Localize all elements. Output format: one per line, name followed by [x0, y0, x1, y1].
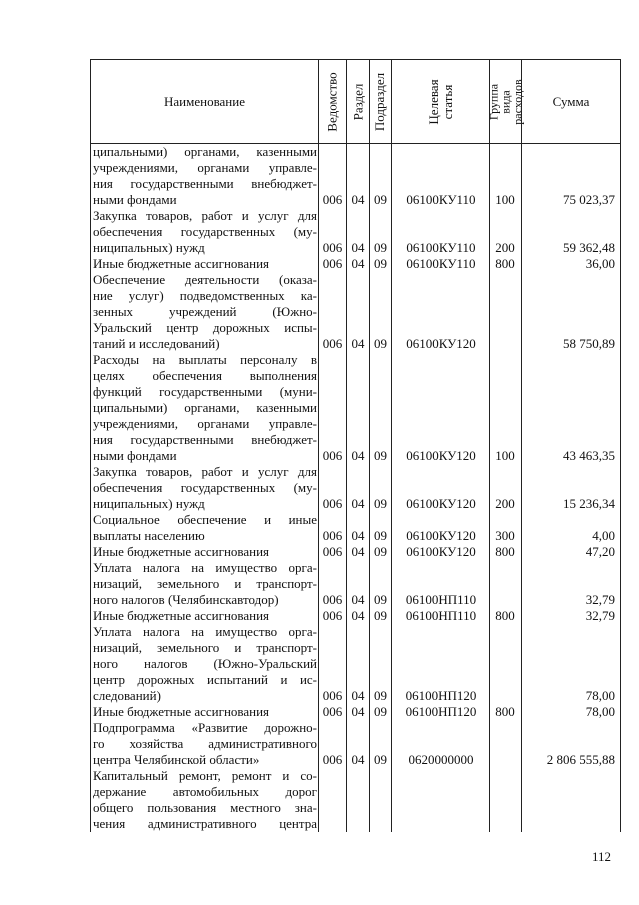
- row-name: [93, 512, 317, 544]
- celevaya-cell: 06100НП120: [405, 704, 477, 719]
- summa-cell: 32,79: [585, 608, 615, 623]
- razdel-cell: 04: [351, 592, 365, 607]
- vedomstvo-cell: 006: [322, 608, 343, 623]
- vedomstvo-cell: 006: [322, 448, 343, 463]
- row-name-line: Уплата налога на имущество орга-: [93, 560, 317, 575]
- celevaya-cell: 06100НП110: [405, 592, 477, 607]
- podrazdel-cell: 09: [374, 496, 387, 511]
- table-row: [91, 608, 620, 624]
- row-name-line: ципальными) органами, казенными: [93, 400, 317, 415]
- row-name-line: ципальными) органами, казенными: [93, 144, 317, 159]
- razdel-cell: 04: [351, 544, 365, 559]
- summa-cell: 15 236,34: [563, 496, 615, 511]
- razdel-cell: 04: [351, 704, 365, 719]
- row-name-line: центр дорожных испытаний и ис-: [93, 672, 317, 687]
- table-header: [91, 60, 620, 144]
- celevaya-cell: 06100КУ120: [406, 528, 476, 543]
- row-name-line: таний и исследований): [93, 336, 220, 351]
- summa-cell: 78,00: [585, 704, 615, 719]
- podrazdel-cell: 09: [374, 336, 387, 351]
- vedomstvo-cell: 006: [322, 592, 343, 607]
- row-name-line: общего пользования местного зна-: [93, 800, 317, 815]
- summa-cell: 47,20: [585, 544, 615, 559]
- row-name-line: следований): [93, 688, 161, 703]
- header-name-label: Наименование: [164, 93, 245, 109]
- row-name-line: Иные бюджетные ассигнования: [93, 608, 270, 623]
- row-name-line: ниципальных) нужд: [93, 496, 205, 511]
- razdel-cell: 04: [351, 240, 365, 255]
- vedomstvo-cell: 006: [322, 688, 343, 703]
- table-row: [91, 464, 620, 512]
- row-name-line: ными фондами: [93, 448, 177, 463]
- podrazdel-cell: 09: [374, 592, 387, 607]
- row-name-line: Уральский центр дорожных испы-: [93, 320, 317, 335]
- row-name: [93, 624, 317, 704]
- row-name-line: зенных учреждений (Южно-: [93, 304, 317, 319]
- table-row: [91, 704, 620, 720]
- vedomstvo-cell: 006: [322, 240, 343, 255]
- budget-table: [90, 59, 621, 832]
- row-name-line: учреждениями, органами управле-: [93, 416, 317, 431]
- row-name: [93, 704, 317, 720]
- podrazdel-cell: 09: [374, 688, 387, 703]
- header-vedomstvo: [319, 60, 346, 143]
- gruppa-cell: 100: [495, 192, 515, 207]
- row-name-line: Уплата налога на имущество орга-: [93, 624, 317, 639]
- row-name: [93, 208, 317, 256]
- row-name: [93, 608, 317, 624]
- header-name: [91, 60, 318, 143]
- vedomstvo-cell: 006: [322, 752, 343, 767]
- row-name-line: выплаты населению: [93, 528, 205, 543]
- table-row: [91, 544, 620, 560]
- razdel-cell: 04: [351, 528, 365, 543]
- row-name: [93, 256, 317, 272]
- razdel-cell: 04: [351, 192, 365, 207]
- summa-cell: 32,79: [585, 592, 615, 607]
- header-razdel-label: Раздел: [350, 83, 365, 120]
- row-name-line: Расходы на выплаты персоналу в: [93, 352, 317, 367]
- celevaya-cell: 06100КУ110: [406, 192, 476, 207]
- header-podrazdel: [370, 60, 391, 143]
- razdel-cell: 04: [351, 608, 365, 623]
- vedomstvo-cell: 006: [322, 496, 343, 511]
- header-vedomstvo-label: Ведомство: [324, 71, 340, 132]
- gruppa-cell: 100: [495, 448, 515, 463]
- podrazdel-cell: 09: [374, 528, 387, 543]
- row-name: [93, 544, 317, 560]
- table-row: [91, 720, 620, 768]
- celevaya-cell: 06100КУ110: [406, 240, 476, 255]
- celevaya-cell: 06100НП110: [405, 608, 477, 623]
- vedomstvo-cell: 006: [322, 192, 343, 207]
- summa-cell: 36,00: [585, 256, 615, 271]
- row-name-line: держание автомобильных дорог: [93, 784, 317, 799]
- razdel-cell: 04: [351, 496, 365, 511]
- summa-cell: 58 750,89: [563, 336, 615, 351]
- row-name-line: го хозяйства административного: [93, 736, 317, 751]
- celevaya-cell: 06100НП120: [405, 688, 477, 703]
- row-name-line: ния государственными внебюджет-: [93, 432, 317, 447]
- podrazdel-cell: 09: [374, 608, 387, 623]
- row-name: [93, 720, 317, 768]
- row-name-line: целях обеспечения выполнения: [93, 368, 317, 383]
- table-row: [91, 144, 620, 208]
- row-name: [93, 768, 317, 832]
- header-gruppa: [486, 60, 525, 143]
- podrazdel-cell: 09: [374, 240, 387, 255]
- row-name-line: ными фондами: [93, 192, 177, 207]
- table-row: [91, 208, 620, 256]
- celevaya-cell: 06100КУ120: [406, 544, 476, 559]
- header-summa-label: Сумма: [552, 93, 590, 109]
- row-name-line: Социальное обеспечение и иные: [93, 512, 317, 527]
- page-number: 112: [592, 849, 612, 864]
- vedomstvo-cell: 006: [322, 544, 343, 559]
- gruppa-cell: 200: [495, 496, 515, 511]
- summa-cell: 59 362,48: [563, 240, 615, 255]
- podrazdel-cell: 09: [374, 192, 387, 207]
- celevaya-cell: 06100КУ120: [406, 496, 476, 511]
- podrazdel-cell: 09: [374, 448, 387, 463]
- row-name-line: центра Челябинской области»: [93, 752, 260, 767]
- row-name-line: низаций, земельного и транспорт-: [93, 576, 317, 591]
- row-name: [93, 352, 317, 464]
- header-gruppa-label: Группа вида расходов: [486, 78, 525, 125]
- row-name-line: Иные бюджетные ассигнования: [93, 256, 270, 271]
- gruppa-cell: 300: [495, 528, 515, 543]
- gruppa-cell: 800: [495, 544, 515, 559]
- header-celevaya-label: Целевая статья: [425, 78, 455, 125]
- row-name-line: ного налогов (Южно-Уральский: [93, 656, 317, 671]
- table-row: [91, 272, 620, 352]
- row-name: [93, 144, 317, 208]
- row-name-line: функций государственными (муни-: [93, 384, 317, 399]
- row-name: [93, 464, 317, 512]
- celevaya-cell: 0620000000: [408, 752, 474, 767]
- gruppa-cell: 800: [495, 256, 515, 271]
- row-name-line: Иные бюджетные ассигнования: [93, 544, 270, 559]
- row-name-line: ниципальных) нужд: [93, 240, 205, 255]
- table-row: [91, 768, 620, 832]
- vedomstvo-cell: 006: [322, 336, 343, 351]
- gruppa-cell: 200: [495, 240, 515, 255]
- gruppa-cell: 800: [495, 608, 515, 623]
- razdel-cell: 04: [351, 688, 365, 703]
- summa-cell: 4,00: [592, 528, 615, 543]
- celevaya-cell: 06100КУ120: [406, 448, 476, 463]
- row-name-line: обеспечения государственных (му-: [93, 480, 317, 495]
- celevaya-cell: 06100КУ120: [406, 336, 476, 351]
- row-name-line: ния государственными внебюджет-: [93, 176, 317, 191]
- razdel-cell: 04: [351, 336, 365, 351]
- summa-cell: 2 806 555,88: [546, 752, 615, 767]
- razdel-cell: 04: [351, 752, 365, 767]
- podrazdel-cell: 09: [374, 544, 387, 559]
- header-summa: [522, 60, 620, 143]
- podrazdel-cell: 09: [374, 752, 387, 767]
- row-name-line: низаций, земельного и транспорт-: [93, 640, 317, 655]
- row-name-line: обеспечения государственных (му-: [93, 224, 317, 239]
- row-name-line: учреждениями, органами управле-: [93, 160, 317, 175]
- row-name-line: Обеспечение деятельности (оказа-: [93, 272, 317, 287]
- row-name-line: Подпрограмма «Развитие дорожно-: [93, 720, 317, 735]
- row-name-line: Капитальный ремонт, ремонт и со-: [93, 768, 317, 783]
- row-name-line: ного налогов (Челябинскавтодор): [93, 592, 279, 607]
- header-razdel: [347, 60, 369, 143]
- table-row: [91, 512, 620, 544]
- row-name: [93, 272, 317, 352]
- table-row: [91, 560, 620, 608]
- summa-cell: 78,00: [585, 688, 615, 703]
- podrazdel-cell: 09: [374, 704, 387, 719]
- row-name-line: чения административного центра: [93, 816, 317, 831]
- row-name-line: Закупка товаров, работ и услуг для: [93, 464, 317, 479]
- header-podrazdel-label: Подраздел: [372, 72, 388, 131]
- header-celevaya: [392, 60, 489, 143]
- gruppa-cell: 800: [495, 704, 515, 719]
- row-name-line: Иные бюджетные ассигнования: [93, 704, 270, 719]
- summa-cell: 43 463,35: [563, 448, 615, 463]
- table-row: [91, 256, 620, 272]
- podrazdel-cell: 09: [374, 256, 387, 271]
- vedomstvo-cell: 006: [322, 528, 343, 543]
- vedomstvo-cell: 006: [322, 256, 343, 271]
- row-name-line: ние услуг) подведомственных ка-: [93, 288, 317, 303]
- table-row: [91, 352, 620, 464]
- vedomstvo-cell: 006: [322, 704, 343, 719]
- row-name-line: Закупка товаров, работ и услуг для: [93, 208, 317, 223]
- razdel-cell: 04: [351, 256, 365, 271]
- table-row: [91, 624, 620, 704]
- celevaya-cell: 06100КУ110: [406, 256, 476, 271]
- row-name: [93, 560, 317, 608]
- summa-cell: 75 023,37: [563, 192, 615, 207]
- razdel-cell: 04: [351, 448, 365, 463]
